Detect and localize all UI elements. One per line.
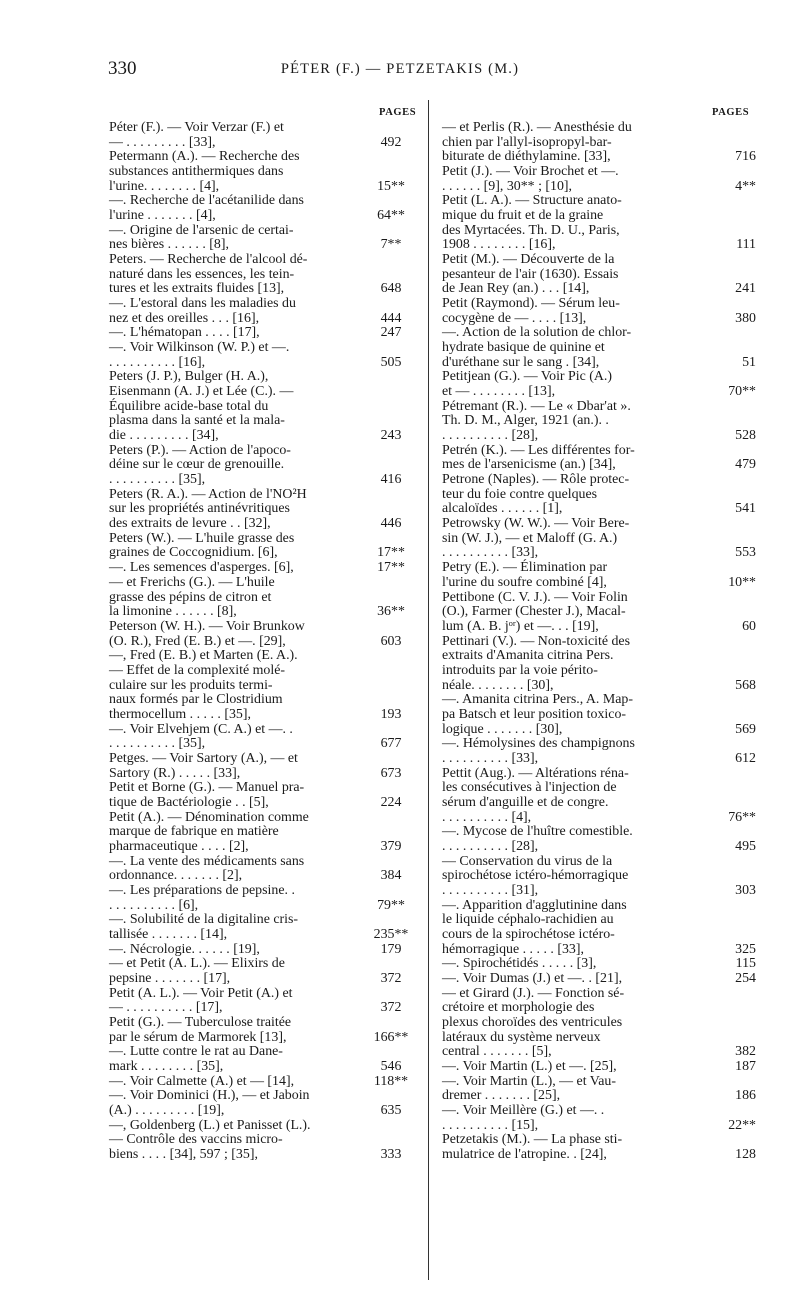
entry-text: Petitjean (G.). — Voir Pic (A.) et — . . . . . . . . [13],: [442, 369, 613, 400]
index-entry: [442, 194, 756, 253]
entry-page: 541: [735, 501, 756, 517]
index-entry: [442, 473, 756, 517]
entry-page: 479: [735, 457, 756, 473]
left-column: [109, 121, 415, 1163]
entry-page: 179: [380, 941, 402, 957]
index-entry: [109, 1075, 415, 1090]
index-entry: [442, 1060, 756, 1075]
entry-text: Petit et Borne (G.). — Manuel pra- tique de Bactériologie . . [5],: [109, 780, 305, 810]
entry-page: 325: [735, 941, 756, 957]
index-entry: [442, 957, 756, 972]
entry-text: Peterson (W. H.). — Voir Brunkow (O. R.), Fred (E. B.) et —. [29],: [109, 618, 305, 649]
entry-text: Peters (J. P.), Bulger (H. A.), Eisenmann (A. J.) et Lée (C.). — Équilibre acide-base total du plasma dans la santé et la mala- die . . . . . . . . . [34],: [109, 369, 294, 444]
entry-page: 446: [380, 516, 402, 532]
entry-text: Peters (P.). — Action de l'apoco- déine sur le cœur de grenouille. . . . . . . . . . . [35],: [109, 442, 291, 488]
index-entry: [109, 370, 415, 443]
entry-text: —. L'estoral dans les maladies du nez et des oreilles . . . [16],: [109, 296, 296, 326]
index-entry: [109, 855, 415, 884]
entry-page: 612: [735, 750, 756, 766]
entry-text: —, Fred (E. B.) et Marten (E. A.). — Effet de la complexité molé- culaire sur les produits termi- naux formés par le Clostridium thermocellum . . . . . [35],: [109, 648, 298, 722]
entry-page: 70**: [728, 384, 756, 400]
pages-label-right: PAGES: [712, 107, 750, 118]
entry-text: —. Voir Meillère (G.) et —. . . . . . . . . . . . [15],: [442, 1103, 605, 1133]
index-entry: [442, 972, 756, 987]
entry-page: 492: [380, 134, 402, 150]
entry-page: 372: [380, 970, 402, 986]
entry-page: 51: [742, 354, 756, 370]
entry-text: —. Les préparations de pepsine. . . . . . . . . . . . [6],: [109, 882, 295, 913]
entry-page: 193: [380, 706, 402, 722]
index-entry: [109, 121, 415, 150]
entry-text: Pettit (Aug.). — Altérations réna- les consécutives à l'injection de sérum d'anguille et de congre. . . . . . . . . . . [4],: [442, 765, 629, 825]
index-entry: [442, 737, 756, 766]
entry-page: 603: [380, 633, 402, 649]
entry-text: —, Goldenberg (L.) et Panisset (L.). — Contrôle des vaccins micro- biens . . . . [34], 597 ; [35],: [109, 1117, 311, 1163]
entry-page: 235**: [373, 926, 409, 942]
entry-page: 224: [380, 794, 402, 810]
entry-page: 495: [735, 838, 756, 854]
index-entry: [442, 297, 756, 326]
entry-page: 416: [380, 472, 402, 488]
entry-page: 546: [380, 1059, 402, 1074]
index-entry: [109, 943, 415, 958]
entry-text: Petit (A. L.). — Voir Petit (A.) et — . . . . . . . . . . [17],: [109, 985, 293, 1016]
index-entry: [442, 987, 756, 1060]
entry-text: —. Voir Martin (L.) et —. [25],: [442, 1059, 617, 1074]
index-entry: [442, 1075, 756, 1104]
index-entry: [109, 957, 415, 986]
entry-page: 60: [742, 618, 756, 634]
entry-text: — et Perlis (R.). — Anesthésie du chien par l'allyl-isopropyl-bar- biturate de diéthylamine. [33],: [442, 120, 632, 165]
entry-text: Petit (G.). — Tuberculose traitée par le sérum de Marmorek [13],: [109, 1014, 292, 1045]
entry-text: Petit (M.). — Découverte de la pesanteur de l'air (1630). Essais de Jean Rey (an.) . . . [14],: [442, 252, 619, 297]
entry-text: —. Hémolysines des champignons . . . . . . . . . . [33],: [442, 736, 635, 766]
entry-text: —. Voir Dumas (J.) et —. . [21],: [442, 970, 623, 986]
entry-text: —. Voir Elvehjem (C. A.) et —. . . . . . . . . . . . [35],: [109, 721, 293, 752]
entry-page: 444: [380, 310, 402, 326]
pages-label-left: PAGES: [379, 107, 417, 118]
index-entry: [442, 767, 756, 826]
entry-text: —. Spirochétidés . . . . . [3],: [442, 956, 597, 972]
entry-page: 247: [380, 325, 402, 341]
index-entry: [442, 400, 756, 444]
index-entry: [109, 297, 415, 326]
index-entry: [442, 561, 756, 590]
entry-text: —. Voir Calmette (A.) et — [14],: [109, 1073, 295, 1089]
entry-text: Petrén (K.). — Les différentes for- mes de l'arsenicisme (an.) [34],: [442, 442, 635, 473]
entry-page: 333: [380, 1147, 402, 1163]
entry-text: Petrone (Naples). — Rôle protec- teur du foie contre quelques alcaloïdes . . . . . . [1],: [442, 472, 630, 517]
entry-page: 648: [380, 281, 402, 297]
index-entry: [109, 752, 415, 781]
entry-page: 118**: [373, 1073, 409, 1089]
index-entry: [109, 811, 415, 855]
entry-text: —. Les semences d'asperges. [6],: [109, 560, 294, 576]
entry-text: — Conservation du virus de la spirochétose ictéro-hémorragique . . . . . . . . . . [31],: [442, 853, 629, 898]
entry-page: 15**: [377, 178, 405, 194]
entry-page: 7**: [380, 237, 402, 253]
entry-page: 166**: [373, 1029, 409, 1045]
entry-text: —. Voir Martin (L.), — et Vau- dremer . . . . . . . [25],: [442, 1073, 616, 1104]
entry-page: 186: [735, 1088, 756, 1104]
entry-page: 569: [735, 721, 756, 737]
entry-text: Peters. — Recherche de l'alcool dé- naturé dans les essences, les tein- tures et les extraits fluides [13],: [109, 252, 308, 297]
entry-text: Petges. — Voir Sartory (A.), — et Sartory (R.) . . . . . [33],: [109, 750, 298, 781]
entry-page: 187: [735, 1059, 756, 1074]
index-entry: [442, 517, 756, 561]
index-entry: [109, 649, 415, 722]
index-entry: [442, 899, 756, 958]
index-entry: [109, 444, 415, 488]
entry-page: 382: [735, 1044, 756, 1060]
entry-text: Petit (A.). — Dénomination comme marque de fabrique en matière pharmaceutique . . . . [2],: [109, 809, 309, 854]
entry-text: —. L'hématopan . . . . [17],: [109, 325, 260, 341]
index-entry: [442, 855, 756, 899]
index-entry: [109, 341, 415, 370]
index-entry: [442, 1104, 756, 1133]
entry-text: Pétremant (R.). — Le « Dbar'at ». Th. D. M., Alger, 1921 (an.). . . . . . . . . . . . [28],: [442, 398, 631, 444]
entry-page: 79**: [377, 897, 405, 913]
page-header: [0, 58, 800, 86]
entry-page: 254: [735, 970, 756, 986]
entry-text: Peters (R. A.). — Action de l'NO²H sur les propriétés antinévritiques des extraits de levure . . [32],: [109, 486, 307, 532]
entry-text: Petit (J.). — Voir Brochet et —. . . . . . . [9], 30** ; [10],: [442, 164, 619, 194]
entry-text: —. Mycose de l'huître comestible. . . . . . . . . . . [28],: [442, 824, 633, 854]
index-entry: [109, 1119, 415, 1163]
index-entry: [109, 150, 415, 194]
entry-text: —. Voir Dominici (H.), — et Jaboin (A.) . . . . . . . . . [19],: [109, 1088, 310, 1119]
entry-text: Petzetakis (M.). — La phase sti- mulatrice de l'atropine. . [24],: [442, 1132, 623, 1163]
index-entry: [109, 1016, 415, 1045]
index-entry: [442, 1133, 756, 1162]
entry-text: —. La vente des médicaments sans ordonnance. . . . . . . [2],: [109, 853, 305, 884]
index-entry: [109, 532, 415, 561]
entry-text: — et Frerichs (G.). — L'huile grasse des pépins de citron et la limonine . . . . . . [8],: [109, 574, 275, 620]
entry-text: Pettibone (C. V. J.). — Voir Folin (O.), Farmer (Chester J.), Macal- lum (A. B. jᵒʳ) et —. . . [19],: [442, 589, 628, 634]
entry-text: — et Girard (J.). — Fonction sé- crétoire et morphologie des plexus choroïdes des ventricules latéraux du système nerveux central . . . . . . . [5],: [442, 985, 625, 1060]
entry-text: — et Petit (A. L.). — Elixirs de pepsine . . . . . . . [17],: [109, 956, 285, 986]
entry-text: Petit (Raymond). — Sérum leu- cocygène de — . . . . [13],: [442, 296, 620, 326]
index-entry: [109, 488, 415, 532]
entry-text: Petry (E.). — Élimination par l'urine du soufre combiné [4],: [442, 560, 608, 590]
entry-page: 528: [735, 428, 756, 444]
entry-page: 128: [735, 1147, 756, 1163]
entry-page: 17**: [377, 545, 405, 561]
entry-page: 36**: [377, 604, 405, 620]
entry-text: —. Recherche de l'acétanilide dans l'urine . . . . . . . [4],: [109, 193, 304, 224]
index-entry: [442, 326, 756, 370]
entry-text: Petermann (A.). — Recherche des substances antithermiques dans l'urine. . . . . . . . [4],: [109, 149, 300, 194]
entry-text: —. Origine de l'arsenic de certai- nes bières . . . . . . [8],: [109, 222, 294, 253]
index-entry: [442, 253, 756, 297]
entry-page: 10**: [728, 574, 756, 590]
index-entry: [109, 987, 415, 1016]
index-entry: [442, 165, 756, 194]
index-entry: [109, 326, 415, 341]
entry-text: Petrowsky (W. W.). — Voir Bere- sin (W. J.), — et Maloff (G. A.) . . . . . . . . . . [33],: [442, 516, 630, 561]
index-entry: [442, 693, 756, 737]
index-entry: [442, 591, 756, 635]
entry-text: Pettinari (V.). — Non-toxicité des extraits d'Amanita citrina Pers. introduits par la voie périto- néale. . . . . . . . [30],: [442, 633, 631, 693]
running-title: PÉTER (F.) — PETZETAKIS (M.): [280, 61, 520, 77]
entry-page: 677: [380, 736, 402, 752]
page-number: 330: [108, 58, 137, 79]
entry-page: 568: [735, 677, 756, 693]
index-entry: [109, 576, 415, 620]
entry-page: 241: [735, 281, 756, 297]
entry-page: 64**: [377, 208, 405, 224]
index-entry: [109, 224, 415, 253]
index-entry: [109, 1089, 415, 1118]
index-entry: [442, 121, 756, 165]
entry-page: 4**: [735, 178, 756, 194]
right-column: [442, 121, 756, 1163]
column-divider: [428, 100, 429, 1280]
entry-page: 17**: [377, 560, 405, 576]
entry-page: 303: [735, 882, 756, 898]
entry-text: —. Nécrologie. . . . . . [19],: [109, 941, 260, 957]
entry-page: 22**: [728, 1117, 756, 1133]
entry-page: 111: [736, 237, 756, 253]
entry-text: Péter (F.). — Voir Verzar (F.) et — . . . . . . . . . [33],: [109, 120, 284, 150]
index-entry: [109, 781, 415, 810]
index-entry: [109, 1045, 415, 1074]
index-entry: [442, 444, 756, 473]
index-entry: [442, 825, 756, 854]
index-entry: [109, 194, 415, 223]
index-entry: [109, 913, 415, 942]
index-entry: [109, 561, 415, 576]
entry-page: 635: [380, 1103, 402, 1119]
entry-page: 505: [380, 354, 402, 370]
entry-page: 673: [380, 765, 402, 781]
entry-page: 76**: [728, 809, 756, 825]
entry-text: —. Lutte contre le rat au Dane- mark . . . . . . . . [35],: [109, 1044, 283, 1074]
entry-text: Petit (L. A.). — Structure anato- mique du fruit et de la graine des Myrtacées. Th. D. U., Paris, 1908 . . . . . . . . [16],: [442, 193, 622, 253]
entry-text: —. Solubilité de la digitaline cris- tallisée . . . . . . . [14],: [109, 912, 299, 942]
entry-text: —. Voir Wilkinson (W. P.) et —. . . . . . . . . . . [16],: [109, 340, 290, 370]
index-entry: [442, 635, 756, 694]
index-entry: [109, 884, 415, 913]
entry-page: 380: [735, 310, 756, 326]
entry-text: Peters (W.). — L'huile grasse des graines de Coccognidium. [6],: [109, 530, 295, 561]
entry-page: 372: [380, 1000, 402, 1016]
entry-page: 115: [735, 956, 756, 972]
entry-page: 243: [380, 428, 402, 444]
entry-text: —. Amanita citrina Pers., A. Map- pa Batsch et leur position toxico- logique . . . . . . . [30],: [442, 692, 633, 737]
entry-page: 384: [380, 868, 402, 884]
entry-text: —. Apparition d'agglutinine dans le liquide céphalo-rachidien au cours de la spirochétose ictéro- hémorragique . . . . . [33],: [442, 897, 627, 957]
index-entry: [442, 370, 756, 399]
entry-page: 716: [735, 149, 756, 165]
index-entry: [109, 620, 415, 649]
index-entry: [109, 723, 415, 752]
entry-page: 553: [735, 545, 756, 561]
entry-text: —. Action de la solution de chlor- hydrate basique de quinine et d'uréthane sur le sang . [34],: [442, 325, 632, 370]
index-entry: [109, 253, 415, 297]
entry-page: 379: [380, 838, 402, 854]
